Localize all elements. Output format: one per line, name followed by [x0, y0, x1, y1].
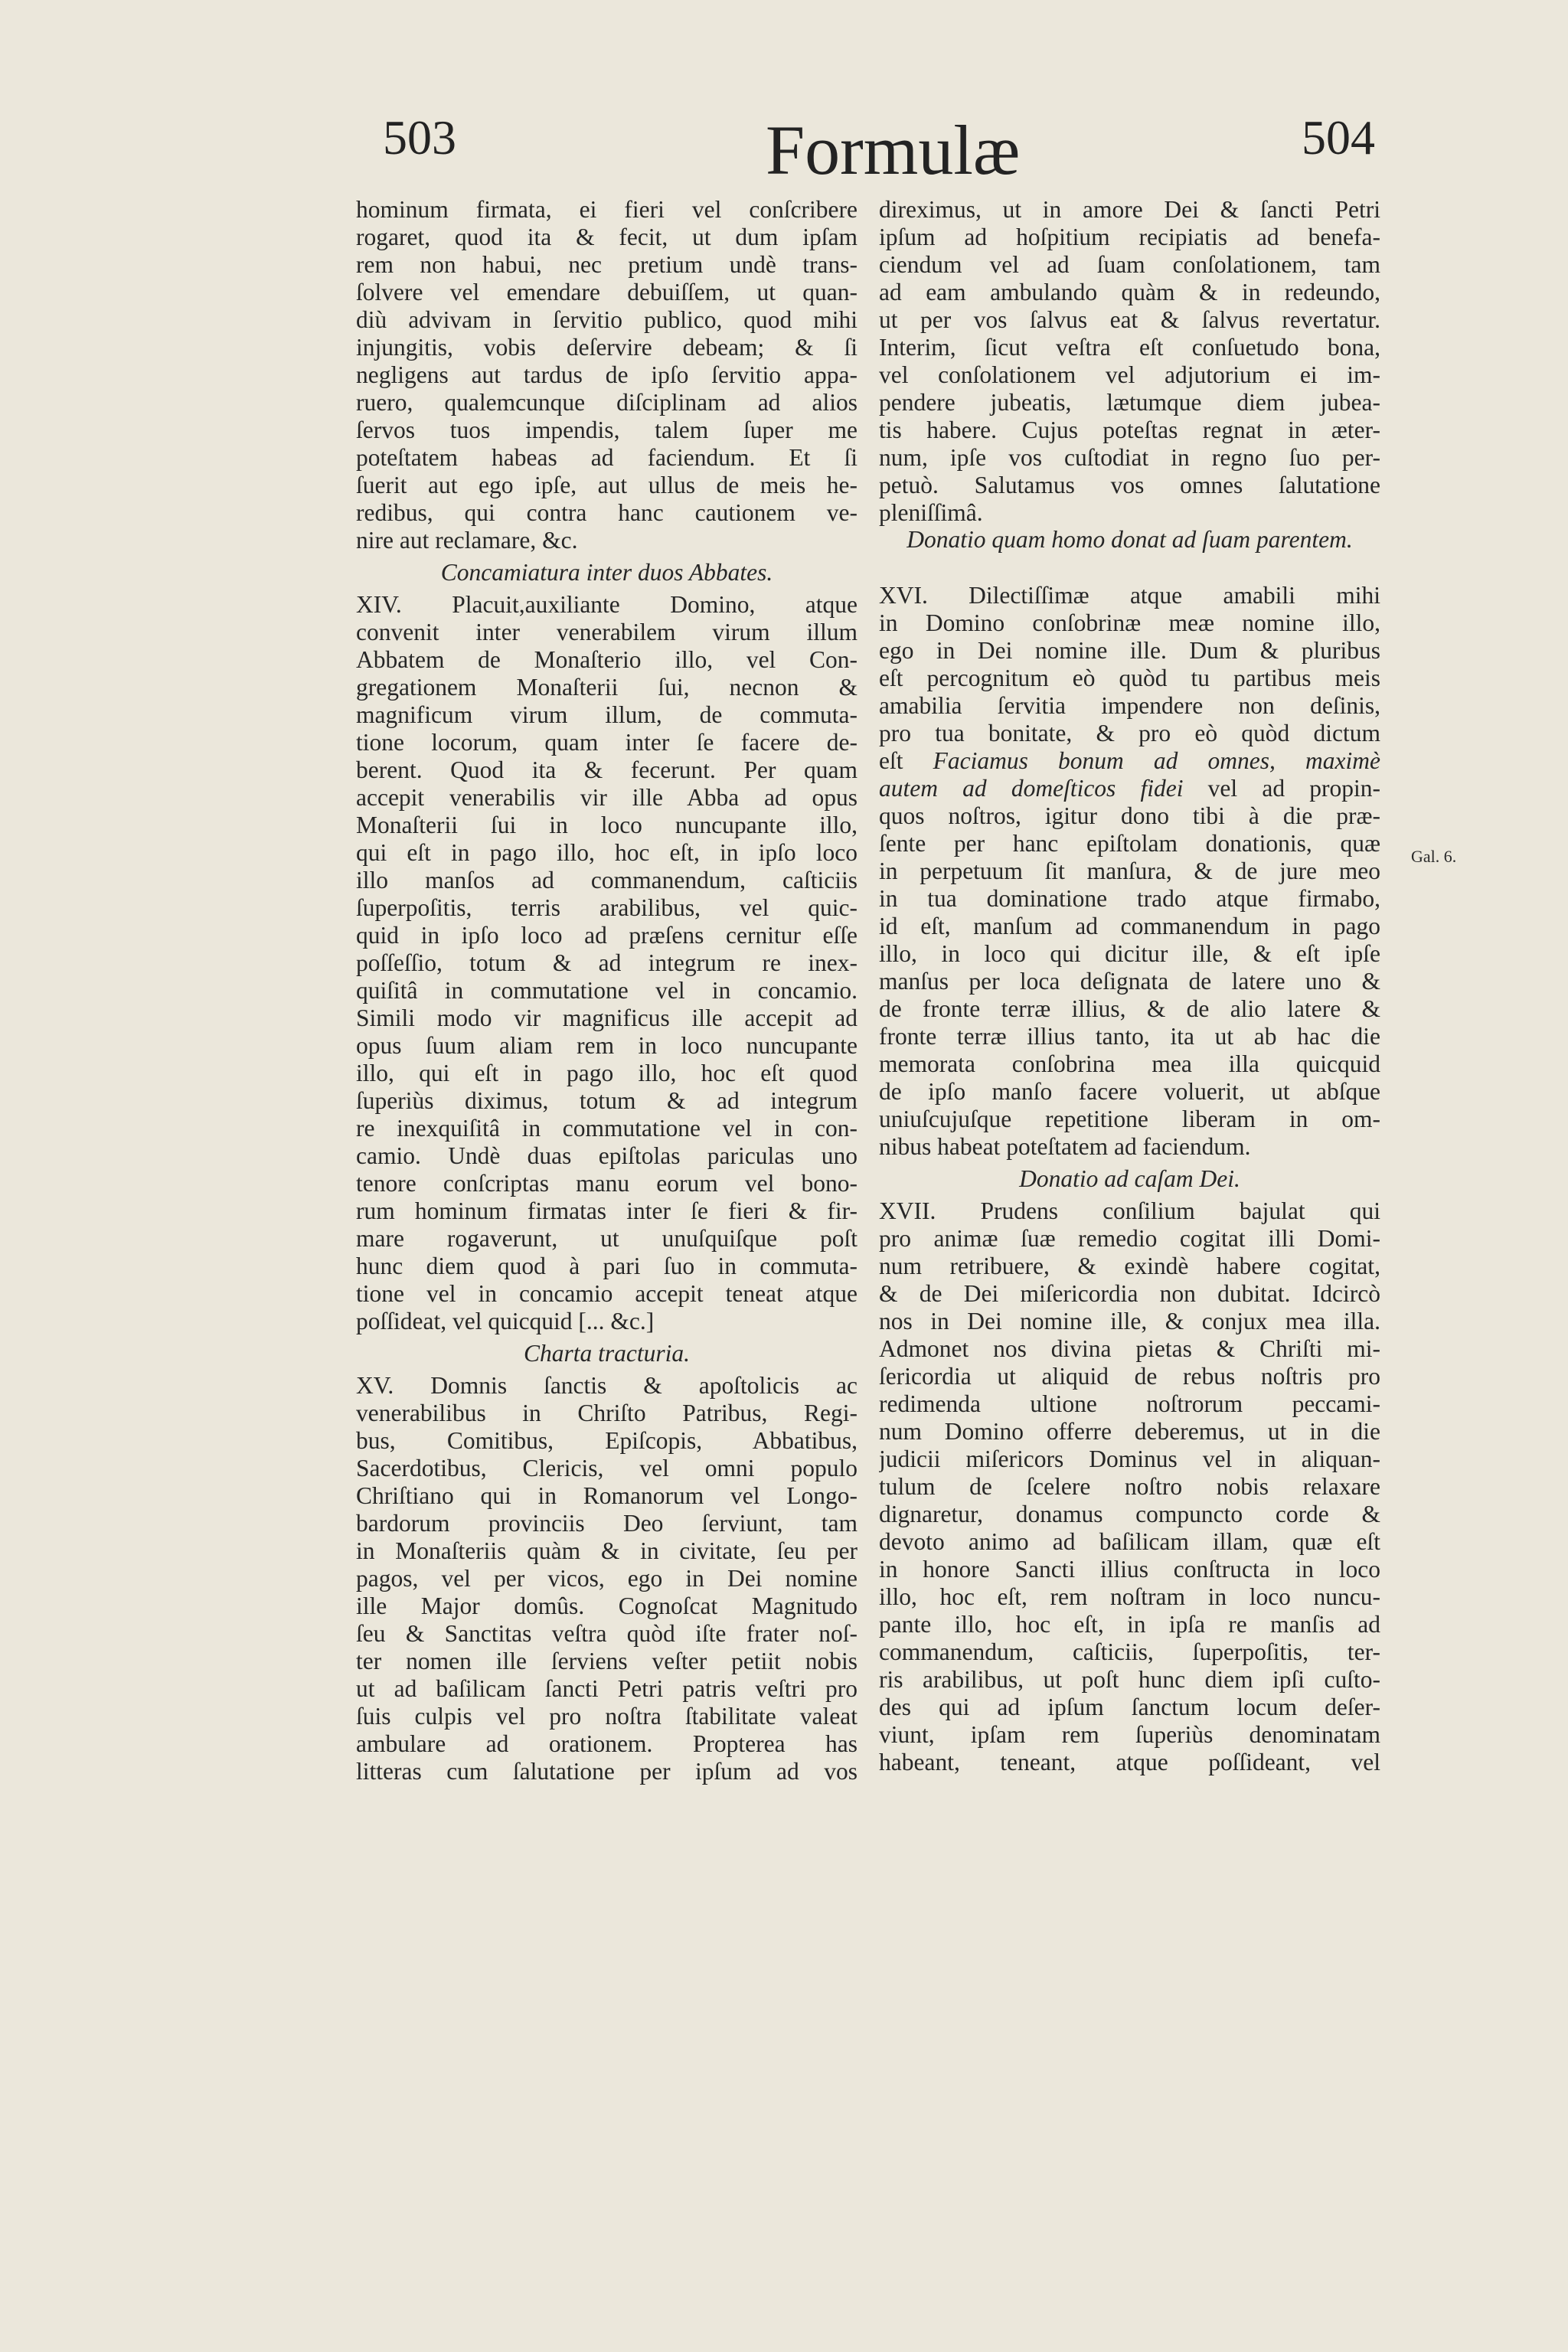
text-line: XVI. Dilectiſſimæ atque amabili mihi [879, 582, 1380, 609]
paragraph [879, 582, 1380, 1161]
text-line: quos noſtros, igitur dono tibi à die præ- [879, 802, 1380, 829]
text-line: dignaretur, donamus compuncto corde & [879, 1501, 1380, 1527]
text-line: ipſum ad hoſpitium recipiatis ad benefa- [879, 224, 1380, 250]
text-line: mare rogaverunt, ut unuſquiſque poſt [356, 1225, 858, 1252]
text-line: judicii miſericors Dominus vel in aliquan- [879, 1446, 1380, 1472]
text-line: bus, Comitibus, Epiſcopis, Abbatibus, [356, 1427, 858, 1454]
text-line [879, 775, 1380, 802]
text-line: pante illo, hoc eſt, in ipſa re manſis ad [879, 1611, 1380, 1638]
text-line: direximus, ut in amore Dei & ſancti Petri [879, 196, 1380, 223]
text-line: illo manſos ad commanendum, caſticiis [356, 867, 858, 893]
text-line: accepit venerabilis vir ille Abba ad opus [356, 784, 858, 811]
text-line: XIV. Placuit,auxiliante Domino, atque [356, 591, 858, 618]
text-line: ſuerit aut ego ipſe, aut ullus de meis he- [356, 472, 858, 498]
text-line: litteras cum ſalutatione per ipſum ad vos [356, 1758, 858, 1785]
text-line: rem non habui, nec pretium undè trans- [356, 251, 858, 278]
left-column [356, 196, 858, 1785]
text-line: pendere jubeatis, lætumque diem jubea- [879, 389, 1380, 416]
text-line: qui eſt in pago illo, hoc eſt, in ipſo loco [356, 839, 858, 866]
text-line: negligens aut tardus de ipſo ſervitio appa- [356, 361, 858, 388]
text-line: pleniſſimâ. [879, 499, 983, 526]
text-line: tenore conſcriptas manu eorum vel bono- [356, 1170, 858, 1197]
text-line: berent. Quod ita & fecerunt. Per quam [356, 756, 858, 783]
text-line: id eſt, manſum ad commanendum in pago [879, 913, 1380, 939]
text-line: tione locorum, quam inter ſe facere de- [356, 729, 858, 756]
text-line: tis habere. Cujus poteſtas regnat in æter- [879, 416, 1380, 443]
text-line: ſericordia ut aliquid de rebus noſtris pro [879, 1363, 1380, 1390]
text-line: diù advivam in ſervitio publico, quod mihi [356, 306, 858, 333]
text-line: ciendum vel ad ſuam conſolationem, tam [879, 251, 1380, 278]
text-line [879, 747, 1380, 775]
text-line: uniuſcujuſque repetitione liberam in om- [879, 1106, 1380, 1132]
paragraph-part [879, 802, 1380, 1161]
text-line: ad eam ambulando quàm & in redeundo, [879, 279, 1380, 305]
text-line: Simili modo vir magnificus ille accepit ad [356, 1004, 858, 1031]
text-line: Monaſterii ſui in loco nuncupante illo, [356, 812, 858, 838]
text-line: ut per vos ſalvus eat & ſalvus revertatur. [879, 306, 1380, 333]
text-line: convenit inter venerabilem virum illum [356, 619, 858, 645]
text-line: num Domino offerre deberemus, ut in die [879, 1418, 1380, 1445]
text-line: viunt, ipſam rem ſuperiùs denominatam [879, 1721, 1380, 1748]
text-line: nire aut reclamare, &c. [356, 527, 578, 554]
text-line: tulum de ſcelere noſtro nobis relaxare [879, 1473, 1380, 1500]
text-line: & de Dei miſericordia non dubitat. Idcircò [879, 1280, 1380, 1307]
scripture-quote: autem ad domeſticos fidei [879, 775, 1184, 802]
text-line: illo, hoc eſt, rem noſtram in loco nuncu- [879, 1583, 1380, 1610]
text-line: Admonet nos divina pietas & Chriſti mi- [879, 1335, 1380, 1362]
text-line: venerabilibus in Chriſto Patribus, Regi- [356, 1400, 858, 1426]
text-line: poſſeſſio, totum & ad integrum re inex- [356, 949, 858, 976]
text-line: ille Major domûs. Cognoſcat Magnitudo [356, 1592, 858, 1619]
page-number-right: 504 [1302, 110, 1375, 165]
text-line: memorata conſobrina mea illa quicquid [879, 1050, 1380, 1077]
text-line: Abbatem de Monaſterio illo, vel Con- [356, 646, 858, 673]
text-line: camio. Undè duas epiſtolas pariculas uno [356, 1142, 858, 1169]
text-line: quiſitâ in commutatione vel in concamio. [356, 977, 858, 1004]
text-line: in tua dominatione trado atque firmabo, [879, 885, 1380, 912]
text-line: poteſtatem habeas ad faciendum. Et ſi [356, 444, 858, 471]
text-line: de fronte terræ illius, & de alio latere & [879, 995, 1380, 1022]
paragraph [356, 196, 858, 554]
text-line: commanendum, caſticiis, ſuperpoſitis, ter- [879, 1638, 1380, 1665]
text-line: de ipſo manſo facere voluerit, ut abſque [879, 1078, 1380, 1105]
text-line: nos in Dei nomine ille, & conjux mea illa. [879, 1308, 1380, 1334]
paragraph [879, 1197, 1380, 1776]
text-line: redimenda ultione noſtrorum peccami- [879, 1390, 1380, 1417]
section-heading: Charta tracturia. [523, 1340, 691, 1367]
scripture-quote: Faciamus bonum ad omnes, maximè [933, 747, 1380, 774]
text-line: rum hominum firmatas inter ſe fieri & fir- [356, 1197, 858, 1224]
text-line: illo, in loco qui dicitur ille, & eſt ipſe [879, 940, 1380, 967]
right-column [879, 196, 1380, 1776]
text-line: fronte terræ illius tanto, ita ut ab hac die [879, 1023, 1380, 1050]
text-line: ſente per hanc epiſtolam donationis, quæ [879, 830, 1380, 857]
text-run: vel ad propin- [1183, 775, 1380, 802]
text-line: hominum firmata, ei fieri vel conſcribere [356, 196, 858, 223]
text-line: magnificum virum illum, de commuta- [356, 701, 858, 728]
text-line: nibus habeat poteſtatem ad faciendum. [879, 1133, 1251, 1160]
text-line: num retribuere, & exindè habere cogitat, [879, 1253, 1380, 1279]
text-line: in Domino conſobrinæ meæ nomine illo, [879, 609, 1380, 636]
text-line: vel conſolationem vel adjutorium ei im- [879, 361, 1380, 388]
text-line: des qui ad ipſum ſanctum locum deſer- [879, 1694, 1380, 1720]
text-line: ſolvere vel emendare debuiſſem, ut quan- [356, 279, 858, 305]
text-line: pagos, vel per vicos, ego in Dei nomine [356, 1565, 858, 1592]
section-heading: Concamiatura inter duos Abbates. [440, 559, 773, 586]
text-line: ruero, qualemcunque diſciplinam ad alios [356, 389, 858, 416]
paragraph [879, 196, 1380, 527]
text-line: Sacerdotibus, Clericis, vel omni populo [356, 1455, 858, 1481]
text-line: ſuis culpis vel pro noſtra ſtabilitate valeat [356, 1703, 858, 1730]
text-line: Interim, ſicut veſtra eſt conſuetudo bona, [879, 334, 1380, 361]
text-line: devoto animo ad baſilicam illam, quæ eſt [879, 1528, 1380, 1555]
text-line: ambulare ad orationem. Propterea has [356, 1730, 858, 1757]
text-line: opus ſuum aliam rem in loco nuncupante [356, 1032, 858, 1059]
text-line: num, ipſe vos cuſtodiat in regno ſuo per- [879, 444, 1380, 471]
text-line: petuò. Salutamus vos omnes ſalutatione [879, 472, 1380, 498]
text-line: pro animæ ſuæ remedio cogitat illi Domi- [879, 1225, 1380, 1252]
text-line: XVII. Prudens conſilium bajulat qui [879, 1197, 1380, 1224]
text-line: in perpetuum ſit manſura, & de jure meo [879, 858, 1380, 884]
text-line: poſſideat, vel quicquid [... &c.] [356, 1308, 655, 1334]
text-line: ris arabilibus, ut poſt hunc diem ipſi cuſto- [879, 1666, 1380, 1693]
text-run: eſt [879, 747, 933, 774]
text-line: ter nomen ille ſerviens veſter petiit nobis [356, 1648, 858, 1674]
text-line: pro tua bonitate, & pro eò quòd dictum [879, 720, 1380, 746]
text-line: ut ad baſilicam ſancti Petri patris veſtri pro [356, 1675, 858, 1702]
text-line: ſuperiùs diximus, totum & ad integrum [356, 1087, 858, 1114]
text-line: gregationem Monaſterii ſui, necnon & [356, 674, 858, 701]
running-title: Formulæ [766, 111, 1021, 189]
text-line: redibus, qui contra hanc cautionem ve- [356, 499, 858, 526]
paragraph [356, 591, 858, 1335]
paragraph-part [879, 582, 1380, 747]
text-line: in Monaſteriis quàm & in civitate, ſeu per [356, 1537, 858, 1564]
text-line: ſuperpoſitis, terris arabilibus, vel quic- [356, 894, 858, 921]
paragraph [356, 1372, 858, 1785]
text-line: rogaret, quod ita & fecit, ut dum ipſam [356, 224, 858, 250]
text-line: tione vel in concamio accepit teneat atque [356, 1280, 858, 1307]
text-line: ſeu & Sanctitas veſtra quòd iſte frater noſ- [356, 1620, 858, 1647]
section-heading: Donatio quam homo donat ad ſuam parentem. [906, 526, 1353, 553]
text-line: bardorum provinciis Deo ſerviunt, tam [356, 1510, 858, 1537]
text-line: illo, qui eſt in pago illo, hoc eſt quod [356, 1060, 858, 1086]
text-line: quid in ipſo loco ad præſens cernitur eſſe [356, 922, 858, 949]
text-line: amabilia ſervitia impendere non deſinis, [879, 692, 1380, 719]
text-line: eſt percognitum eò quòd tu partibus meis [879, 665, 1380, 691]
text-line: Chriſtiano qui in Romanorum vel Longo- [356, 1482, 858, 1509]
section-heading: Donatio ad caſam Dei. [1019, 1165, 1240, 1192]
margin-note: Gal. 6. [1411, 847, 1457, 866]
text-line: manſus per loca deſignata de latere uno & [879, 968, 1380, 995]
text-line: hunc diem quod à pari ſuo in commuta- [356, 1253, 858, 1279]
text-line: re inexquiſitâ in commutatione vel in con- [356, 1115, 858, 1142]
text-line: injungitis, vobis deſervire debeam; & ſi [356, 334, 858, 361]
page-number-left: 503 [383, 110, 456, 165]
text-line: ſervos tuos impendis, talem ſuper me [356, 416, 858, 443]
text-line: in honore Sancti illius conſtructa in loco [879, 1556, 1380, 1583]
text-line: XV. Domnis ſanctis & apoſtolicis ac [356, 1372, 858, 1399]
text-line: ego in Dei nomine ille. Dum & pluribus [879, 637, 1380, 664]
text-line: habeant, teneant, atque poſſideant, vel [879, 1749, 1380, 1775]
